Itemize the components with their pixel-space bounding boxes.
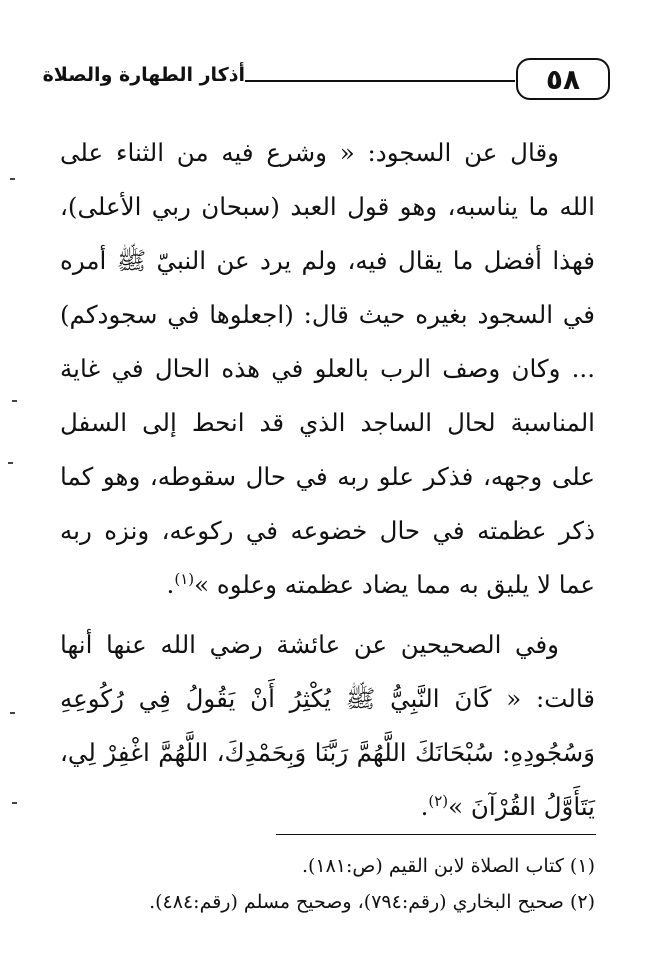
page-number: ٥٨ [545,62,581,96]
footnote-mark-1: (١) [174,569,195,588]
footnote-2: (٢) صحيح البخاري (رقم:٧٩٤)، وصحيح مسلم (رقم:٤٨٤). [149,891,595,913]
page-header [42,58,610,102]
scan-speck [12,400,17,402]
main-text [60,126,595,834]
scan-speck [12,802,17,804]
paragraph-end-mark: . [420,792,429,821]
scan-speck [8,462,13,464]
footnote-separator [276,834,596,835]
scan-speck [10,712,15,714]
page-number-box [516,58,610,100]
header-rule [245,80,515,82]
footnote-mark-2: (٢) [428,791,449,810]
paragraph-end-mark: . [166,570,175,599]
footnotes [60,848,595,920]
footnote-1: (١) كتاب الصلاة لابن القيم (ص:١٨١). [301,855,595,877]
paragraph-1 [60,126,595,612]
scan-speck [10,178,15,180]
paragraph-2 [60,618,595,834]
paragraph-text: وقال عن السجود: « وشرع فيه من الثناء على الله ما يناسبه، وهو قول العبد (سبحان ربي الأعلى)، فهذا أفضل ما يقال فيه، ولم يرد عن النبيّ ﷺ أمره في السجود بغيره حيث قال: (اجعلوها في سجودكم) ... وكان وصف الرب بالعلو في هذه الحال في غاية المناسبة لحال الساجد الذي قد انحط إلى السفل على وجهه، فذكر علو ربه في حال سقوطه، وهو كما ذكر عظمته في حال خضوعه في ركوعه، ونزه ربه عما لا يليق به مما يضاد عظمته وعلوه » [60,138,595,599]
paragraph-text: وفي الصحيحين عن عائشة رضي الله عنها أنها قالت: « كَانَ النَّبِيُّ ﷺ يُكْثِرُ أَنْ يَقُولُ فِي رُكُوعِهِ وَسُجُودِهِ: سُبْحَانَكَ اللَّهُمَّ رَبَّنَا وَبِحَمْدِكَ، اللَّهُمَّ اغْفِرْ لِي، يَتَأَوَّلُ القُرْآنَ » [60,630,595,821]
running-title: أذكار الطهارة والصلاة [42,64,245,86]
